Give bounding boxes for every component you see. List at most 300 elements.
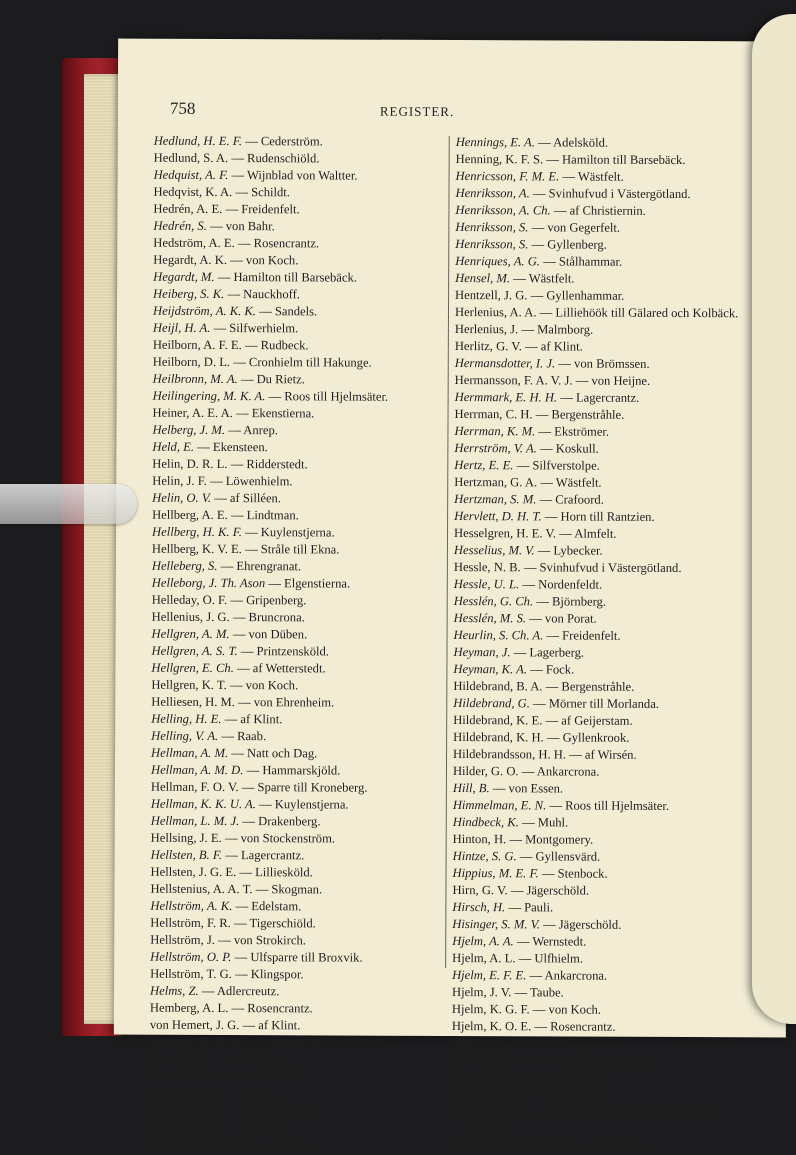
entry-name: Hilder, G. O. — [452, 764, 519, 779]
entry-family: — von Düben. — [229, 627, 308, 642]
entry-name: Hedström, A. E. — [153, 235, 235, 251]
entry-family: — af Klint. — [521, 339, 583, 354]
index-entry — [455, 389, 757, 407]
entry-name: Hessle, N. B. — [453, 560, 521, 575]
entry-family: — Hallencreutz och Hallencreutz till Wedevåg. — [465, 1104, 715, 1136]
entry-name: Herrman, K. M. — [454, 424, 536, 439]
entry-family: — Adelsköld. — [534, 135, 609, 150]
entry-name: Hellman, A. M. D. — [150, 762, 244, 778]
index-entry — [154, 150, 456, 168]
entry-family: — Lagerberg. — [510, 645, 585, 660]
entry-name: Heilborn, D. L. — [152, 354, 231, 370]
index-entry — [151, 864, 453, 882]
entry-family: — Nordenfeldt. — [519, 577, 603, 592]
entry-family: — Kuylenstjerna. — [241, 525, 335, 540]
entry-family: — Ankarcrona. — [526, 968, 608, 983]
index-entry — [153, 252, 455, 270]
entry-family: — Silfwerbrand. — [517, 1087, 606, 1102]
entry-family: — Roos till Hjelmsäter. — [546, 798, 670, 813]
entry-name: Herrman, C. H. — [454, 407, 533, 422]
entry-name: Hjelm, J. V. — [451, 985, 512, 1000]
entry-name: Hennings, E. A. — [455, 135, 535, 150]
entry-family: — Tigerschiöld. — [230, 916, 316, 931]
index-entry — [454, 542, 756, 560]
entry-name: Hermansdotter, I. J. — [454, 356, 556, 371]
entry-family: — von Koch. — [226, 253, 299, 268]
entry-name: Helling, H. E. — [151, 711, 222, 726]
index-entry — [453, 848, 755, 866]
entry-family: — Stuart. — [254, 1137, 307, 1152]
entry-family: — Ridderstedt. — [227, 457, 308, 472]
entry-name: Hellgren, K. T. — [151, 677, 227, 693]
index-entry — [153, 184, 455, 202]
index-entry — [455, 219, 757, 237]
index-entry — [150, 1034, 452, 1052]
entry-name: Hjertström, N. F. — [451, 1138, 537, 1153]
entry-name: Helleborg, J. Th. Ason — [151, 575, 266, 591]
entry-family: — Wästfelt. — [510, 271, 575, 286]
entry-name: Himmelman, E. N. — [452, 798, 547, 813]
entry-name: Hertzman, G. A. — [454, 475, 538, 490]
entry-family: — von Porat. — [526, 611, 597, 626]
index-entry — [150, 898, 452, 916]
entry-family: — Stråle till Ekna. — [241, 542, 340, 557]
entry-family: — Freidenfelt. — [543, 628, 621, 643]
entry-name: Helin, J. F. — [152, 473, 207, 488]
entry-name: Hildebrand, K. H. — [453, 730, 544, 745]
entry-family: — Sparre till Kroneberg. — [238, 780, 368, 795]
index-entry — [153, 354, 455, 372]
entry-name: Hesslén, M. S. — [453, 611, 527, 626]
entry-family: — Rosencrantz. — [228, 1001, 313, 1016]
entry-name: Held, E. — [152, 439, 195, 454]
entry-family: — Nauckhoff. — [224, 287, 301, 302]
entry-name: Hellman, F. O. V. — [150, 779, 239, 795]
entry-name: Henricsson, F. M. E. — [455, 169, 560, 184]
entry-family: — Du Rietz. — [237, 372, 305, 387]
entry-family: — Boije till Gennäs. — [536, 1138, 645, 1153]
entry-family: — Adlercreutz. — [198, 983, 280, 999]
entry-family: — Ankarcrona. — [518, 764, 600, 779]
index-entry — [151, 796, 453, 814]
index-entry — [455, 372, 757, 390]
entry-name: Henckel, K. J. F. — [149, 1068, 234, 1084]
index-entry — [454, 508, 756, 526]
index-entry — [151, 745, 453, 763]
entry-name: Hjelm, A. L. — [452, 951, 516, 966]
entry-name: Herlenius, J. — [454, 322, 519, 337]
index-entry — [452, 1001, 754, 1019]
index-entry — [150, 983, 452, 1001]
entry-name: Helberg, J. M. — [152, 422, 226, 438]
entry-name: Hill, B. — [452, 781, 490, 796]
entry-name: Hellsten, B. F. — [150, 847, 223, 862]
entry-name: Hellsten, J. G. E. — [150, 864, 237, 880]
index-entry — [452, 950, 754, 968]
index-entry — [452, 1069, 754, 1087]
entry-family: — Ekströmer. — [535, 424, 610, 439]
entry-name: Hippius, M. E. F. — [452, 866, 539, 881]
entry-family: — von Stockenström. — [221, 830, 336, 846]
entry-name: Herlenius, A. A. — [454, 305, 537, 320]
entry-family: — Schildt. — [232, 185, 290, 200]
index-entry — [151, 660, 453, 678]
entry-name: Hermansson, F. A. V. J. — [454, 373, 573, 388]
entry-family: — von Essen. — [489, 781, 564, 796]
index-entry — [152, 473, 454, 491]
entry-family: — Drakenberg. — [239, 814, 321, 829]
entry-family: — von Oldenskjöld. — [500, 1070, 606, 1085]
index-entry — [454, 559, 756, 577]
index-entry — [454, 423, 756, 441]
entry-family: — Kuylenstjerna. — [552, 1053, 645, 1068]
index-entry — [453, 695, 755, 713]
entry-name: Hjelm, A. A. — [452, 934, 514, 949]
entry-name: Henneberg, R. — [149, 1102, 223, 1118]
index-entry — [154, 133, 456, 151]
index-entry — [151, 677, 453, 695]
entry-family: — Bäfwerfeldt. — [242, 1035, 325, 1050]
entry-name: Helleberg, S. — [151, 558, 218, 573]
index-entry — [152, 626, 454, 644]
index-entry — [454, 593, 756, 611]
index-entry — [453, 644, 755, 662]
index-entry — [454, 627, 756, 645]
index-entry — [455, 406, 757, 424]
entry-name: Hellgren, E. Ch. — [151, 660, 234, 676]
entry-name: Hegardt, M. — [153, 269, 215, 284]
entry-name: Hellgren, A. M. — [151, 626, 230, 642]
entry-family: — af Wirsén. — [566, 747, 637, 762]
entry-name: Hisinger, S. M. V. — [452, 917, 540, 932]
entry-family: — Hamilton till Barsebäck. — [214, 269, 357, 285]
index-entry — [151, 847, 453, 865]
entry-name: Hjelmgren, S. A. — [451, 1036, 537, 1051]
entry-name: Hellberg, H. K. F. — [151, 524, 242, 540]
index-entry — [149, 1136, 451, 1154]
index-entry — [455, 321, 757, 339]
entry-family: — Cederström. — [241, 134, 323, 149]
entry-family: — Gripenberg. — [227, 593, 307, 608]
entry-name: Hedrén, S. — [153, 218, 207, 233]
index-entry — [454, 491, 756, 509]
entry-family: — von Koch. — [529, 1002, 602, 1017]
entry-family: — Skogman. — [252, 882, 323, 897]
entry-family: — Ekenstierna. — [232, 406, 315, 421]
index-entry — [453, 678, 755, 696]
entry-family: — Koskull. — [536, 441, 599, 456]
entry-family: — Wernstedt. — [513, 934, 587, 949]
entry-family: — Lindtman. — [227, 508, 299, 523]
entry-family: — Klingspor. — [231, 967, 304, 982]
entry-name: Heyman, K. A. — [453, 662, 528, 677]
entry-family: — Jägerschöld. — [539, 917, 622, 932]
entry-family: — Wästfelt. — [559, 169, 624, 184]
entry-family: — Sandels. — [255, 304, 318, 319]
entry-family: — Natt och Dag. — [228, 746, 318, 761]
page-number: 758 — [169, 98, 196, 118]
index-entry — [454, 474, 756, 492]
entry-family: — Cronhielm till Hakunge. — [230, 355, 372, 370]
entry-name: Helin, O. V. — [152, 490, 212, 505]
index-entry — [152, 507, 454, 525]
index-entry — [153, 337, 455, 355]
entry-name: Hellenius, J. G. — [151, 609, 230, 625]
entry-family: — Charpentier. — [536, 1036, 618, 1051]
index-entry — [152, 456, 454, 474]
index-entry — [455, 355, 757, 373]
index-entry — [452, 916, 754, 934]
entry-name: Hellsing, J. E. — [150, 830, 222, 845]
index-entry — [454, 457, 756, 475]
entry-name: Hellberg, A. E. — [152, 507, 228, 523]
entry-family: — Printzensköld. — [237, 644, 330, 659]
index-entry — [150, 1085, 452, 1103]
entry-name: Hedquist, A. F. — [153, 167, 229, 183]
index-entry — [150, 949, 452, 967]
entry-family: — Lybecker. — [534, 543, 603, 558]
entry-family: — von Heijne. — [572, 373, 651, 388]
entry-name: Hentzell, J. G. — [455, 288, 528, 303]
entry-name: Heijdström, A. K. K. — [152, 303, 257, 319]
index-entry — [152, 558, 454, 576]
entry-name: Hellman, K. K. U. A. — [150, 796, 256, 812]
index-entry — [453, 746, 755, 764]
entry-name: Hjelte, N. — [451, 1070, 501, 1085]
entry-name: Heiner, A. E. A. — [152, 405, 233, 421]
entry-name: Hennig, G. A. — [149, 1119, 220, 1134]
index-entry — [452, 967, 754, 985]
running-title: REGISTER. — [379, 103, 455, 120]
entry-name: Hjelmqvist, B. P. A. — [451, 1053, 553, 1068]
entry-name: Hildebrand, K. E. — [453, 713, 543, 728]
left-column — [149, 133, 455, 1154]
entry-family: — Hammarskjöld. — [243, 763, 341, 778]
index-entry — [452, 1035, 754, 1053]
entry-family: — Mörner till Morlanda. — [529, 696, 659, 711]
entry-family: — Rosencrantz. — [531, 1019, 616, 1034]
entry-family: — Svinhufvud i Västergötland. — [529, 186, 691, 202]
index-entry — [455, 287, 757, 305]
entry-family: — Ehrengranat. — [217, 558, 302, 574]
index-entry — [153, 269, 455, 287]
index-entry — [452, 1086, 754, 1104]
index-entry — [153, 371, 455, 389]
entry-family: — af Klint. — [239, 1018, 301, 1033]
entry-name: Hinton, H. — [452, 832, 507, 847]
entry-name: Helleday, O. F. — [151, 592, 228, 608]
index-entry — [455, 338, 757, 356]
index-entry — [455, 304, 757, 322]
page-marker-tab — [0, 484, 137, 524]
entry-family: — Stålhammar. — [539, 254, 623, 269]
index-entry — [455, 270, 757, 288]
index-entry — [151, 694, 453, 712]
index-entry — [152, 575, 454, 593]
entry-name: Helliesen, H. M. — [151, 694, 235, 710]
index-entry — [150, 1017, 452, 1035]
entry-family: — von Strokirch. — [214, 932, 306, 948]
entry-family: — Lilliehöök till Gälared och Kolbäck. — [536, 305, 739, 321]
index-entry — [152, 541, 454, 559]
entry-family: — Wästfelt. — [537, 475, 602, 490]
entry-family: — Roos till Hjelmsäter. — [265, 389, 389, 404]
entry-family: — Lagercrantz. — [557, 390, 640, 405]
entry-name: Henriksson, A. — [455, 186, 530, 201]
entry-name: Hellström, T. G. — [150, 966, 232, 982]
entry-family: — Silfwerhielm. — [210, 320, 299, 336]
index-entry — [153, 201, 455, 219]
entry-name: Herlitz, G. V. — [454, 339, 522, 354]
index-entry — [151, 813, 453, 831]
entry-name: Hellström, O. P. — [150, 949, 232, 965]
index-entry — [153, 286, 455, 304]
index-entry — [452, 882, 754, 900]
entry-name: Hermmark, E. H. H. — [454, 390, 558, 405]
entry-name: von Hemert, J. G. — [149, 1017, 240, 1033]
entry-family: — Rappe. — [219, 1085, 275, 1101]
index-entry — [152, 439, 454, 457]
entry-family: — Pauli. — [505, 900, 554, 915]
index-entry — [456, 168, 758, 186]
entry-name: Hildebrand, B. A. — [453, 679, 543, 694]
index-entry — [454, 440, 756, 458]
index-entry — [151, 728, 453, 746]
index-entry — [152, 609, 454, 627]
entry-name: Hellström, J. — [150, 932, 215, 947]
entry-name: Hjelm, K. O. E. — [451, 1019, 532, 1034]
entry-name: Hellman, A. M. — [151, 745, 229, 761]
entry-family: — Raab. — [218, 728, 267, 744]
index-entry — [151, 779, 453, 797]
entry-family: — Bergenstråhle. — [542, 679, 635, 694]
entry-name: Hellberg, K. V. E. — [151, 541, 242, 557]
index-entry — [452, 984, 754, 1002]
index-entry — [150, 915, 452, 933]
entry-family: — Anrep. — [225, 423, 278, 438]
index-entry — [153, 388, 455, 406]
entry-family: — Bergenstråhle. — [532, 407, 625, 422]
index-entry — [452, 1052, 754, 1070]
index-entry — [152, 592, 454, 610]
entry-family: — Jägerschöld. — [507, 883, 590, 898]
entry-name: Heiberg, S. K. — [153, 286, 225, 302]
entry-name: Hjerpe, A. A. — [451, 1087, 518, 1102]
index-entry — [456, 151, 758, 169]
entry-name: Heijl, H. A. — [152, 320, 211, 335]
entry-family: — Löwenhielm. — [206, 473, 293, 489]
index-entry — [150, 932, 452, 950]
index-entry — [149, 1119, 451, 1137]
entry-name: Henderson, J. — [149, 1085, 220, 1100]
entry-family: — Silfverstolpe. — [513, 458, 600, 473]
right-column — [451, 134, 757, 1155]
entry-family: — Gyllenkrook. — [543, 730, 630, 745]
entry-name: Hertz, E. E. — [454, 458, 514, 473]
entry-family: — Freidenfelt. — [222, 201, 300, 217]
entry-name: Henriksson, A. Ch. — [455, 203, 551, 218]
entry-family: — Gyllenberg. — [528, 237, 607, 252]
entry-name: Hjelm, K. G. F. — [451, 1002, 530, 1017]
index-entry — [152, 524, 454, 542]
index-entry — [453, 797, 755, 815]
entry-family: — Gyllenhammar. — [527, 288, 625, 303]
entry-family: — Malmborg. — [518, 322, 594, 337]
index-entry — [149, 1102, 451, 1120]
entry-name: Hellgren, A. S. T. — [151, 643, 238, 659]
entry-family: — Horn till Rantzien. — [541, 509, 655, 524]
entry-family: — Ulfhielm. — [515, 951, 584, 966]
entry-family: — Ekensteen. — [193, 439, 268, 455]
index-entry — [453, 831, 755, 849]
entry-name: Helin, D. R. L. — [152, 456, 228, 472]
index-entry — [153, 320, 455, 338]
entry-family: — von Bahr. — [206, 218, 275, 234]
entry-name: Hellström, F. R. — [150, 915, 231, 931]
entry-name: Hegardt, A. K. — [153, 252, 228, 268]
entry-family: — von Brömssen. — [555, 356, 650, 371]
entry-name: Henriksson, S. — [455, 220, 529, 235]
entry-name: Hensel, M. — [455, 271, 511, 286]
entry-name: Hjelm, E. F. E. — [452, 968, 527, 983]
entry-family: — Almfelt. — [556, 526, 617, 541]
index-entry — [451, 1103, 753, 1138]
index-entry — [150, 966, 452, 984]
index-entry — [455, 185, 757, 203]
entry-name: Hellman, L. M. J. — [150, 813, 240, 829]
index-entry — [453, 712, 755, 730]
index-entry — [454, 610, 756, 628]
entry-name: Henning, K. F. S. — [455, 152, 544, 167]
index-entry — [455, 236, 757, 254]
entry-name: Hesslén, G. Ch. — [453, 594, 534, 609]
entry-family: — Rosencrantz. — [234, 236, 320, 251]
entry-family: — Bruncrona. — [229, 610, 305, 625]
entry-name: Hedqvist, K. A. — [153, 184, 233, 200]
entry-family: — Kuylenstjerna. — [255, 797, 349, 812]
entry-name: Hellstenius, A. A. T. — [150, 881, 253, 897]
entry-name: Hildebrand, G. — [453, 696, 530, 711]
entry-name: Henriques, A. G. — [455, 254, 541, 269]
entry-name: Helling, V. A. — [151, 728, 219, 743]
entry-name: Hedrén, A. E. — [153, 201, 223, 216]
index-entry — [152, 490, 454, 508]
index-entry — [150, 1068, 452, 1086]
entry-name: Hertzman, S. M. — [454, 492, 537, 507]
entry-family: — Rudbeck. — [241, 338, 309, 353]
index-entry — [150, 1051, 452, 1069]
entry-family: — Wijnblad von Waltter. — [228, 168, 358, 183]
index-entry — [154, 167, 456, 185]
entry-family: — von Gegerfelt. — [528, 220, 621, 235]
entry-family: — af Christiernin. — [550, 203, 646, 218]
index-entry — [455, 202, 757, 220]
entry-family: — von Koch. — [226, 678, 299, 693]
entry-name: Hessle, U. L. — [453, 577, 520, 592]
entry-family: — Rudenschiöld. — [228, 151, 320, 166]
entry-family: — von Geijer. — [208, 1051, 284, 1067]
entry-family: — Elgenstierna. — [265, 576, 351, 591]
entry-name: Hedlund, H. E. F. — [153, 133, 243, 149]
entry-name: Heyman, J. — [453, 645, 511, 660]
index-entry — [453, 780, 755, 798]
entry-family: — af Wetterstedt. — [233, 661, 326, 676]
index-entry — [152, 422, 454, 440]
entry-name: Heilingering, M. K. A. — [152, 388, 266, 404]
entry-family: — af Geijerstam. — [542, 713, 633, 728]
entry-family: — Lagercrantz. — [222, 847, 305, 863]
index-entry — [153, 303, 455, 321]
